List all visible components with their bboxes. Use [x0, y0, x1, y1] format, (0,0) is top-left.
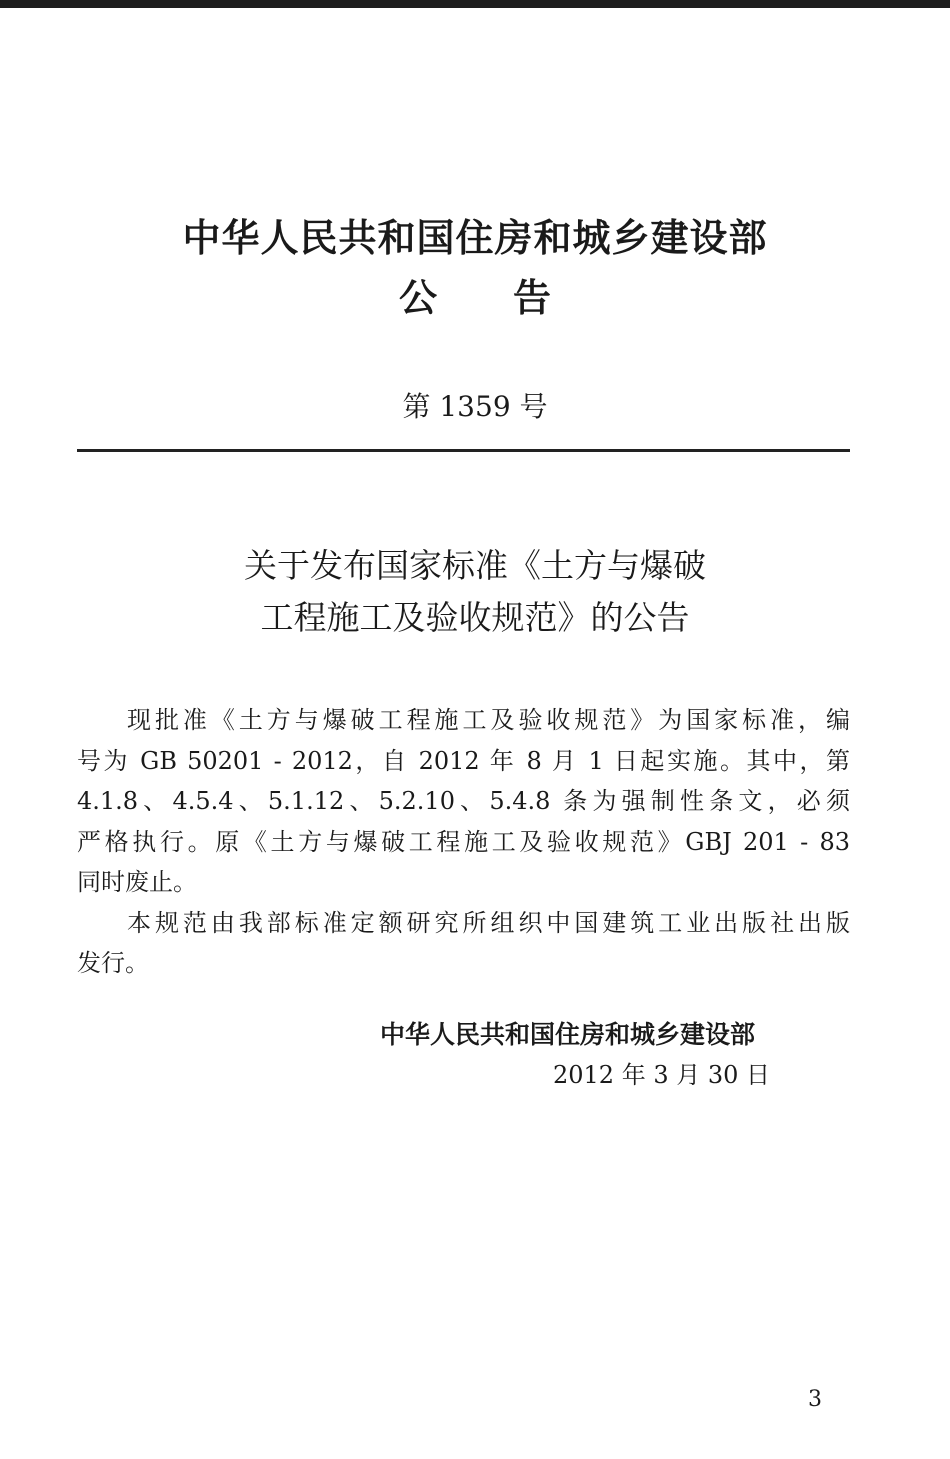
signature-organization: 中华人民共和国住房和城乡建设部 — [380, 1020, 756, 1049]
paragraph-2-line-1: 本规范由我部标准定额研究所组织中国建筑工业出版社出版 — [127, 908, 850, 937]
body-text — [77, 700, 850, 984]
issuer-heading: 中华人民共和国住房和城乡建设部 — [182, 216, 768, 260]
top-border — [0, 0, 950, 8]
paragraph-1-line-3: 4.1.8、4.5.4、5.1.12、5.2.10、5.4.8 条为强制性条文，必须 — [77, 787, 850, 815]
notice-number: 第 1359 号 — [402, 390, 548, 423]
document-title — [0, 540, 950, 644]
notice-heading: 公告 — [398, 276, 627, 320]
divider-line — [77, 449, 850, 452]
signature-date: 2012 年 3 月 30 日 — [553, 1061, 771, 1089]
page-number: 3 — [808, 1387, 822, 1412]
document-title-line-1: 关于发布国家标准《土方与爆破 — [244, 546, 706, 585]
document-title-line-2: 工程施工及验收规范》的公告 — [260, 598, 690, 637]
paragraph-1-line-1: 现批准《土方与爆破工程施工及验收规范》为国家标准，编 — [127, 706, 850, 734]
paragraph-1-line-4: 严格执行。原《土方与爆破工程施工及验收规范》GBJ 201 - 83 — [77, 827, 850, 856]
paragraph-1-line-5: 同时废止。 — [77, 868, 197, 896]
paragraph-1-line-2: 号为 GB 50201 - 2012，自 2012 年 8 月 1 日起实施。其中，第 — [77, 746, 850, 775]
paragraph-2-line-2: 发行。 — [77, 949, 149, 977]
